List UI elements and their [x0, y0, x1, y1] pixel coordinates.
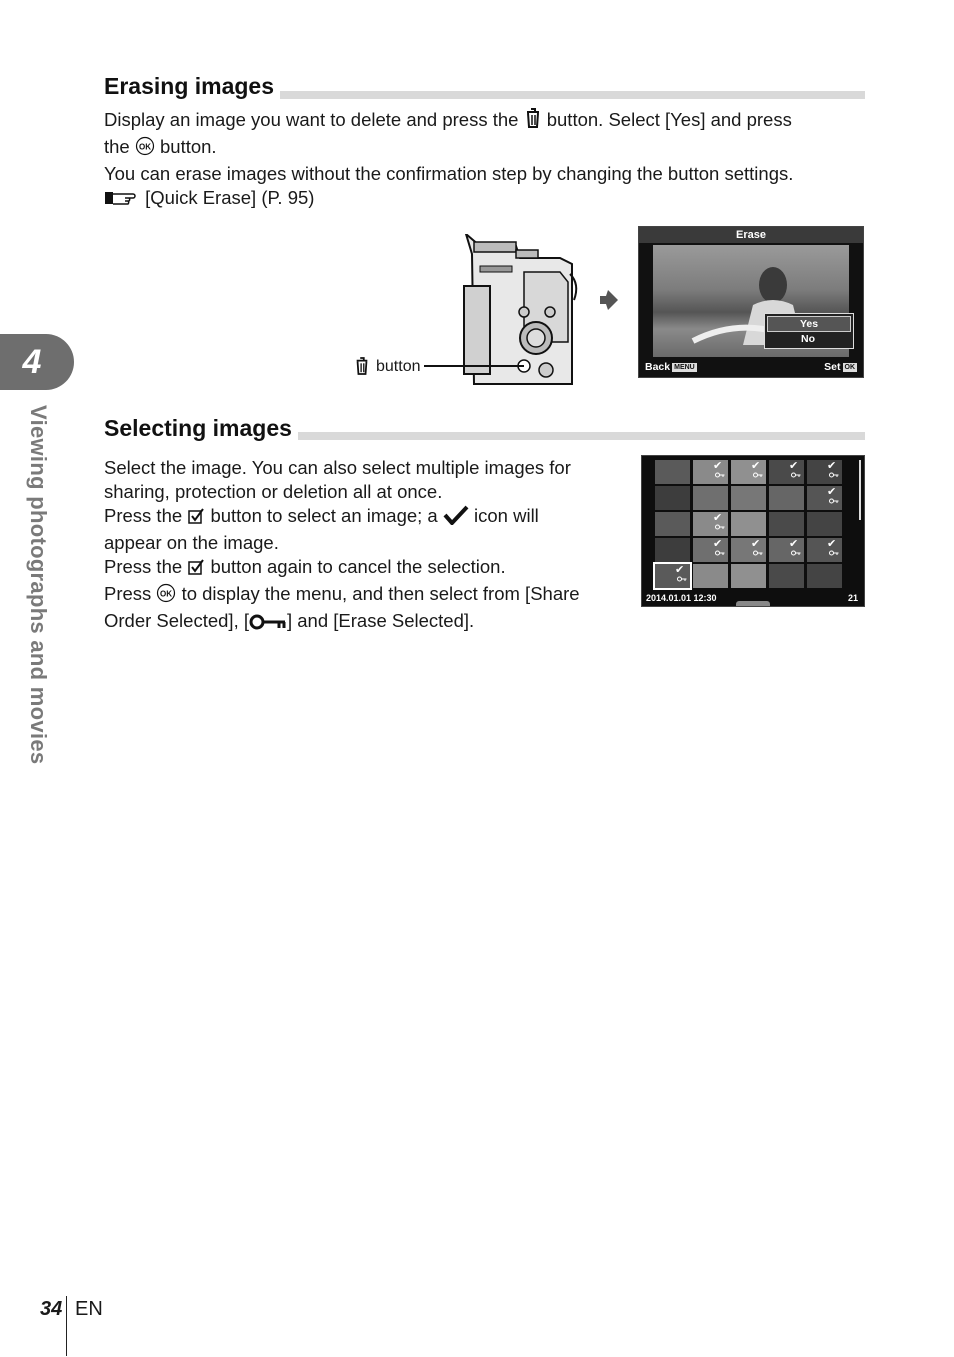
erase-option-no[interactable]: No	[801, 333, 815, 345]
trash-icon	[524, 107, 542, 135]
ok-icon	[156, 583, 176, 609]
pointing-hand-icon	[104, 187, 140, 213]
thumbnail[interactable]	[655, 512, 690, 536]
key-icon	[791, 550, 801, 556]
thumbnail[interactable]	[807, 564, 842, 588]
checkmark-icon: ✔	[827, 538, 837, 550]
erase-option-yes[interactable]: Yes	[767, 316, 851, 332]
chapter-number: 4	[22, 342, 42, 381]
checkmark-icon: ✔	[789, 460, 799, 472]
menu-badge: MENU	[674, 364, 695, 371]
thumbnail[interactable]	[769, 512, 804, 536]
thumbnail[interactable]	[731, 460, 766, 484]
thumbnail[interactable]	[807, 486, 842, 510]
thumbnail[interactable]	[655, 460, 690, 484]
checkmark-icon: ✔	[827, 486, 837, 498]
checkmark-icon: ✔	[713, 460, 723, 472]
grid-count: 21	[847, 593, 858, 603]
thumbnail[interactable]	[807, 512, 842, 536]
chapter-tab	[0, 334, 74, 390]
thumbnail-grid-screen	[641, 455, 865, 607]
language-code: EN	[75, 1298, 103, 1320]
selecting-paragraph: Select the image. You can also select multiple images for sharing, protection or deletion all at once. Press the button to select an image; a icon will appear on the image. Press the button again to cancel the selection. Press OK to display the menu, and then select from [Share Order Selected], [ ] and [Erase Selected].	[104, 456, 624, 636]
key-icon	[715, 472, 725, 478]
key-icon	[677, 576, 687, 582]
thumbnail[interactable]	[769, 460, 804, 484]
trash-button-caption: button	[376, 358, 420, 376]
key-icon	[249, 612, 287, 636]
key-icon	[753, 472, 763, 478]
thumbnail[interactable]	[655, 486, 690, 510]
callout-line	[424, 365, 524, 367]
thumbnail[interactable]	[693, 564, 728, 588]
checkmark-icon: ✔	[789, 538, 799, 550]
erase-menu[interactable]	[764, 313, 854, 349]
page-number: 34	[40, 1298, 63, 1320]
thumbnail[interactable]	[769, 486, 804, 510]
thumbnail[interactable]	[731, 486, 766, 510]
thumbnail[interactable]	[693, 486, 728, 510]
thumbnail[interactable]	[731, 512, 766, 536]
key-icon	[829, 498, 839, 504]
scroll-down-tab[interactable]	[736, 601, 770, 606]
back-hint: Back MENU	[645, 361, 695, 373]
set-hint: Set OK	[824, 361, 855, 373]
chapter-side-title: Viewing photographs and movies	[26, 405, 51, 765]
key-icon	[753, 550, 763, 556]
checkmark-icon	[443, 505, 469, 531]
thumbnail[interactable]	[807, 460, 842, 484]
thumbnail[interactable]	[731, 564, 766, 588]
thumbnail[interactable]	[655, 564, 690, 588]
key-icon	[829, 472, 839, 478]
thumbnail[interactable]	[731, 538, 766, 562]
title-rule	[298, 432, 865, 440]
checkmark-icon: ✔	[713, 512, 723, 524]
checkmark-icon: ✔	[827, 460, 837, 472]
checkmark-icon: ✔	[751, 538, 761, 550]
ok-badge: OK	[844, 364, 855, 371]
checkmark-icon: ✔	[675, 564, 685, 576]
svg-text:OK: OK	[160, 589, 173, 599]
key-icon	[829, 550, 839, 556]
erase-screen-title: Erase	[639, 227, 863, 243]
key-icon	[715, 550, 725, 556]
thumbnail[interactable]	[769, 564, 804, 588]
checkbox-icon	[187, 558, 205, 582]
section-title-selecting: Selecting images	[104, 415, 292, 441]
thumbnail[interactable]	[693, 512, 728, 536]
title-rule	[280, 91, 865, 99]
thumbnail[interactable]	[693, 538, 728, 562]
thumbnail[interactable]	[769, 538, 804, 562]
erasing-paragraph: Display an image you want to delete and press the button. Select [Yes] and press the OK button. You can erase images without the confirmation step by changing the button settings. [Quick Erase] (P. 95)	[104, 107, 864, 213]
erase-screen	[638, 226, 864, 378]
scrollbar[interactable]	[859, 460, 861, 520]
trash-icon	[354, 356, 370, 381]
ok-icon	[135, 136, 155, 162]
key-icon	[715, 524, 725, 530]
section-title-erasing: Erasing images	[104, 73, 275, 99]
thumbnail[interactable]	[655, 538, 690, 562]
svg-text:OK: OK	[138, 142, 151, 152]
checkmark-icon: ✔	[713, 538, 723, 550]
grid-datetime: 2014.01.01 12:30	[646, 593, 717, 603]
checkbox-icon	[187, 507, 205, 531]
thumbnail[interactable]	[693, 460, 728, 484]
thumbnail[interactable]	[807, 538, 842, 562]
footer-divider	[66, 1296, 67, 1356]
checkmark-icon: ✔	[751, 460, 761, 472]
key-icon	[791, 472, 801, 478]
